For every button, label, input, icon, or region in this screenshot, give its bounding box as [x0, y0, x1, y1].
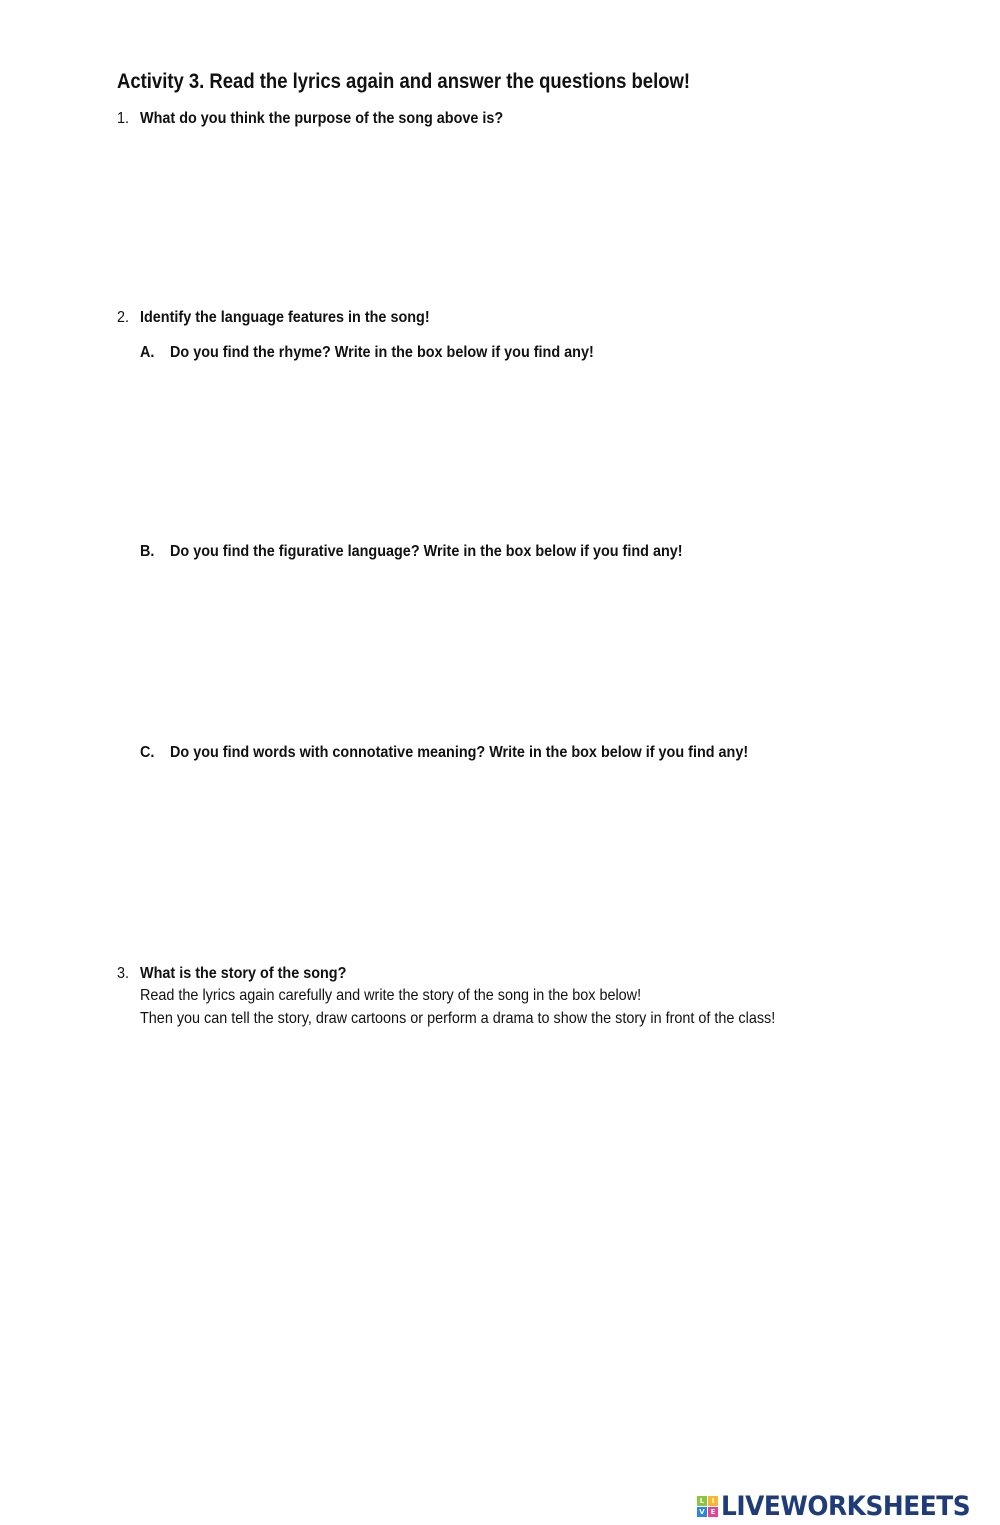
answer-box-2b[interactable] — [170, 575, 900, 725]
activity-title: Activity 3. Read the lyrics again and answer the questions below! — [117, 70, 691, 93]
logo-block-l: L — [697, 1496, 707, 1506]
liveworksheets-logo — [697, 1491, 992, 1521]
logo-block-v: V — [697, 1507, 707, 1517]
question-2a-letter: A. — [140, 344, 155, 361]
logo-text: LIVEWORKSHEETS — [721, 1490, 971, 1522]
question-2-text: Identify the language features in the song! — [140, 309, 430, 326]
question-2a-text: Do you find the rhyme? Write in the box below if you find any! — [170, 344, 594, 361]
question-3-number: 3. — [117, 965, 130, 982]
question-3-text: What is the story of the song? — [140, 965, 347, 982]
question-3-line-1: Read the lyrics again carefully and write the story of the song in the box below! — [140, 987, 642, 1004]
logo-blocks-icon — [697, 1496, 718, 1517]
question-2b-text: Do you find the figurative language? Write in the box below if you find any! — [170, 543, 683, 560]
logo-block-i: I — [708, 1496, 718, 1506]
answer-box-3[interactable] — [140, 1045, 900, 1445]
question-3-line-2: Then you can tell the story, draw cartoons or perform a drama to show the story in front of the class! — [140, 1010, 776, 1027]
answer-box-2c[interactable] — [170, 775, 900, 940]
question-1-number: 1. — [117, 110, 130, 127]
question-2-number: 2. — [117, 309, 130, 326]
answer-box-2a[interactable] — [170, 375, 900, 525]
logo-block-e: E — [708, 1507, 718, 1517]
question-2c-letter: C. — [140, 744, 155, 761]
question-1-text: What do you think the purpose of the song above is? — [140, 110, 504, 127]
answer-box-1[interactable] — [140, 140, 900, 290]
question-2c-text: Do you find words with connotative meaning? Write in the box below if you find any! — [170, 744, 749, 761]
question-2b-letter: B. — [140, 543, 155, 560]
